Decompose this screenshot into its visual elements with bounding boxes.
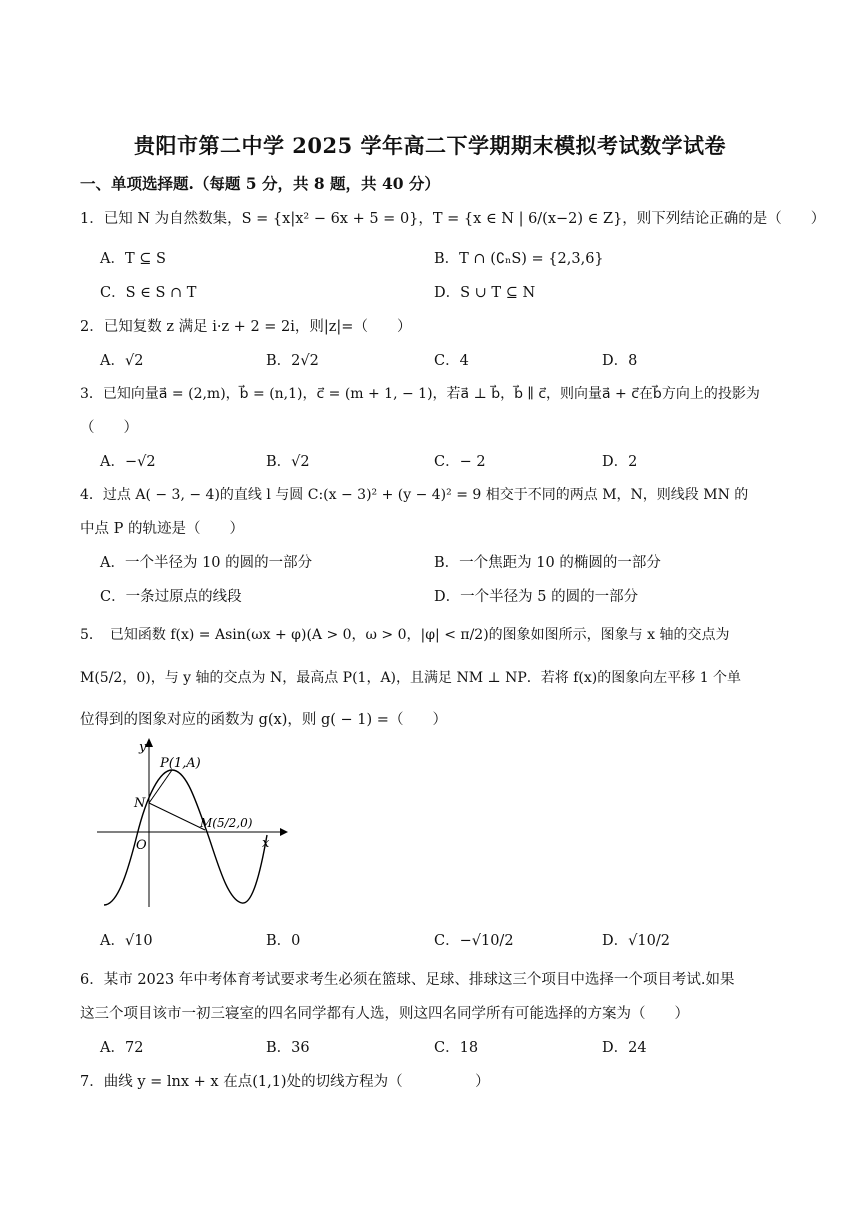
question-4-option-a: A．一个半径为 10 的圆的一部分 <box>100 555 313 571</box>
question-2-option-b: B．2√2 <box>266 353 319 369</box>
question-1-option-d: D．S ∪ T ⊆ N <box>434 285 536 301</box>
question-7-stem: 7．曲线 y = lnx + x 在点(1,1)处的切线方程为（ ） <box>80 1074 490 1090</box>
question-4-option-b: B．一个焦距为 10 的椭圆的一部分 <box>434 555 661 571</box>
segment-np <box>149 770 172 803</box>
question-3-stem-line-1: 3．已知向量a⃗ = (2,m)，b⃗ = (n,1)，c⃗ = (m + 1, − 1)，若a⃗ ⊥ b⃗，b⃗ ∥ c⃗，则向量a⃗ + c⃗在b⃗方向上的投影为 <box>80 386 760 402</box>
question-6-option-d: D．24 <box>602 1040 647 1056</box>
question-4-stem-line-2: 中点 P 的轨迹是（ ） <box>80 521 244 537</box>
question-1-stem: 1．已知 N 为自然数集，S = {x|x² − 6x + 5 = 0}，T = {x ∈ N | 6/(x−2) ∈ Z}，则下列结论正确的是（ ） <box>80 211 826 227</box>
x-axis-arrow-icon <box>280 828 288 836</box>
question-6-option-a: A．72 <box>100 1040 144 1056</box>
question-2-option-d: D．8 <box>602 353 638 369</box>
question-5-option-a: A．√10 <box>100 933 153 949</box>
question-3-option-b: B．√2 <box>266 454 310 470</box>
point-p-label: P(1,A) <box>160 756 201 771</box>
question-6-option-c: C．18 <box>434 1040 479 1056</box>
question-2-option-c: C．4 <box>434 353 469 369</box>
point-m-label: M(5/2,0) <box>200 816 253 830</box>
question-5-stem-line-1: 5． 已知函数 f(x) = Asin(ωx + φ)(A > 0，ω > 0，|φ| < π/2)的图象如图所示，图象与 x 轴的交点为 <box>80 627 730 643</box>
sine-graph <box>92 735 292 910</box>
question-1-option-b: B．T ∩ (∁ₙS) = {2,3,6} <box>434 251 604 267</box>
question-6-stem-line-1: 6．某市 2023 年中考体育考试要求考生必须在篮球、足球、排球这三个项目中选择一个项目考试.如果 <box>80 972 735 988</box>
question-5-option-b: B．0 <box>266 933 301 949</box>
question-5-option-c: C．−√10/2 <box>434 933 514 949</box>
question-4-option-c: C．一条过原点的线段 <box>100 589 242 605</box>
section-heading: 一、单项选择题.（每题 5 分，共 8 题，共 40 分） <box>80 174 440 193</box>
origin-label: O <box>136 838 147 853</box>
question-5-stem-line-2: M(5/2，0)，与 y 轴的交点为 N，最高点 P(1，A)，且满足 NM ⊥ NP．若将 f(x)的图象向左平移 1 个单 <box>80 670 742 686</box>
question-1-option-c: C．S ∈ S ∩ T <box>100 285 197 301</box>
question-3-option-d: D．2 <box>602 454 638 470</box>
question-3-stem-line-2: （ ） <box>80 420 138 436</box>
question-6-option-b: B．36 <box>266 1040 310 1056</box>
question-4-stem-line-1: 4．过点 A( − 3, − 4)的直线 l 与圆 C:(x − 3)² + (y − 4)² = 9 相交于不同的两点 M，N，则线段 MN 的 <box>80 487 749 503</box>
y-axis-label: y <box>139 740 147 755</box>
question-5-option-d: D．√10/2 <box>602 933 670 949</box>
sine-curve <box>104 770 267 905</box>
question-6-stem-line-2: 这三个项目该市一初三寝室的四名同学都有人选，则这四名同学所有可能选择的方案为（ ） <box>80 1006 689 1022</box>
point-n-label: N <box>134 796 146 811</box>
question-2-stem: 2．已知复数 z 满足 i·z + 2 = 2i，则|z|=（ ） <box>80 319 412 335</box>
question-2-option-a: A．√2 <box>100 353 144 369</box>
question-1-option-a: A．T ⊆ S <box>100 251 166 267</box>
segment-nm <box>149 803 205 830</box>
question-3-option-a: A．−√2 <box>100 454 156 470</box>
question-4-option-d: D．一个半径为 5 的圆的一部分 <box>434 589 639 605</box>
question-5-stem-line-3: 位得到的图象对应的函数为 g(x)，则 g( − 1) =（ ） <box>80 712 447 728</box>
question-3-option-c: C．− 2 <box>434 454 486 470</box>
x-axis-label: x <box>262 836 270 851</box>
exam-title: 贵阳市第二中学 2025 学年高二下学期期末模拟考试数学试卷 <box>133 133 727 158</box>
